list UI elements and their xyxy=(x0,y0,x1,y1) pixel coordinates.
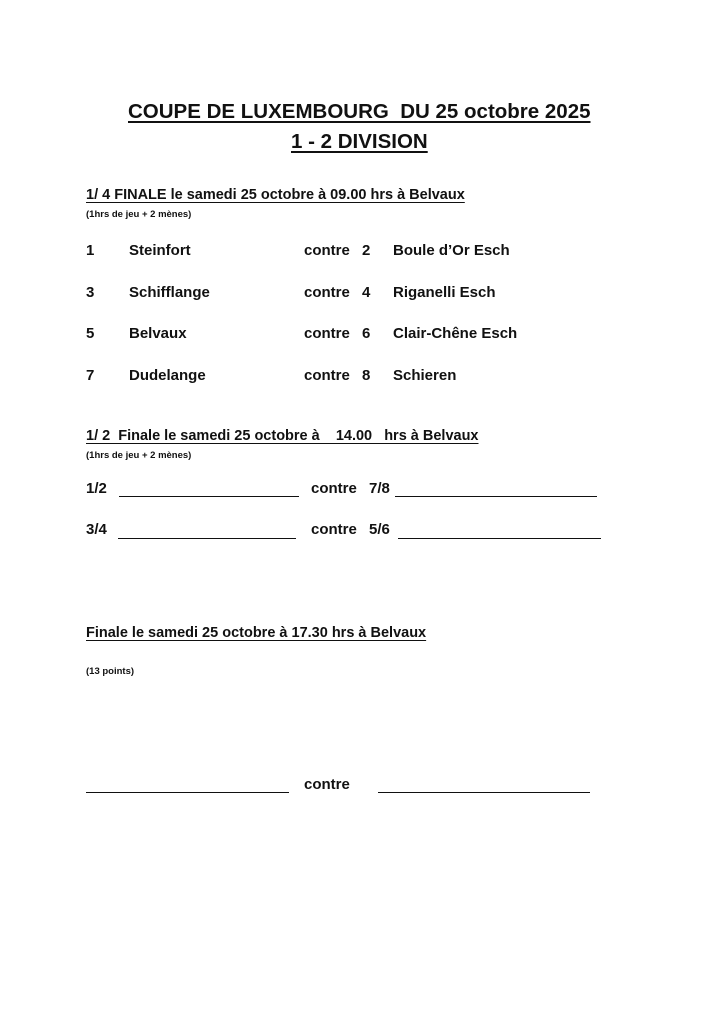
away-team: Schieren xyxy=(393,367,457,384)
versus-label: contre xyxy=(304,242,350,259)
quarter-finals-heading: 1/ 4 FINALE le samedi 25 octobre à 09.00 hrs à Belvaux xyxy=(86,187,465,203)
page-title: COUPE DE LUXEMBOURG DU 25 octobre 2025 xyxy=(128,100,591,123)
division-subtitle: 1 - 2 DIVISION xyxy=(291,130,428,153)
away-slot-label: 5/6 xyxy=(369,521,390,538)
home-team: Belvaux xyxy=(129,325,187,342)
home-team: Schifflange xyxy=(129,284,210,301)
away-team: Riganelli Esch xyxy=(393,284,496,301)
away-team: Clair-Chêne Esch xyxy=(393,325,518,342)
away-seed: 8 xyxy=(362,367,371,384)
home-blank-line xyxy=(118,538,296,539)
home-slot-label: 1/2 xyxy=(86,480,107,497)
home-seed: 3 xyxy=(86,284,95,301)
away-blank-line xyxy=(395,496,597,497)
final-heading: Finale le samedi 25 octobre à 17.30 hrs à Belvaux xyxy=(86,625,427,641)
away-team: Boule d’Or Esch xyxy=(393,242,510,259)
quarter-finals-note: (1hrs de jeu + 2 mènes) xyxy=(86,209,192,220)
semi-finals-heading: 1/ 2 Finale le samedi 25 octobre à 14.00 hrs à Belvaux xyxy=(86,428,479,444)
home-blank-line xyxy=(86,792,289,793)
away-slot-label: 7/8 xyxy=(369,480,390,497)
home-blank-line xyxy=(119,496,299,497)
away-seed: 4 xyxy=(362,284,371,301)
semi-finals-note: (1hrs de jeu + 2 mènes) xyxy=(86,450,192,461)
versus-label: contre xyxy=(304,367,350,384)
home-slot-label: 3/4 xyxy=(86,521,107,538)
away-seed: 2 xyxy=(362,242,371,259)
home-team: Steinfort xyxy=(129,242,191,259)
home-seed: 5 xyxy=(86,325,95,342)
home-seed: 1 xyxy=(86,242,95,259)
final-note: (13 points) xyxy=(86,666,135,677)
away-blank-line xyxy=(378,792,590,793)
home-team: Dudelange xyxy=(129,367,206,384)
versus-label: contre xyxy=(304,325,350,342)
away-blank-line xyxy=(398,538,601,539)
versus-label: contre xyxy=(311,521,357,538)
versus-label: contre xyxy=(304,776,350,793)
versus-label: contre xyxy=(304,284,350,301)
away-seed: 6 xyxy=(362,325,371,342)
home-seed: 7 xyxy=(86,367,95,384)
versus-label: contre xyxy=(311,480,357,497)
